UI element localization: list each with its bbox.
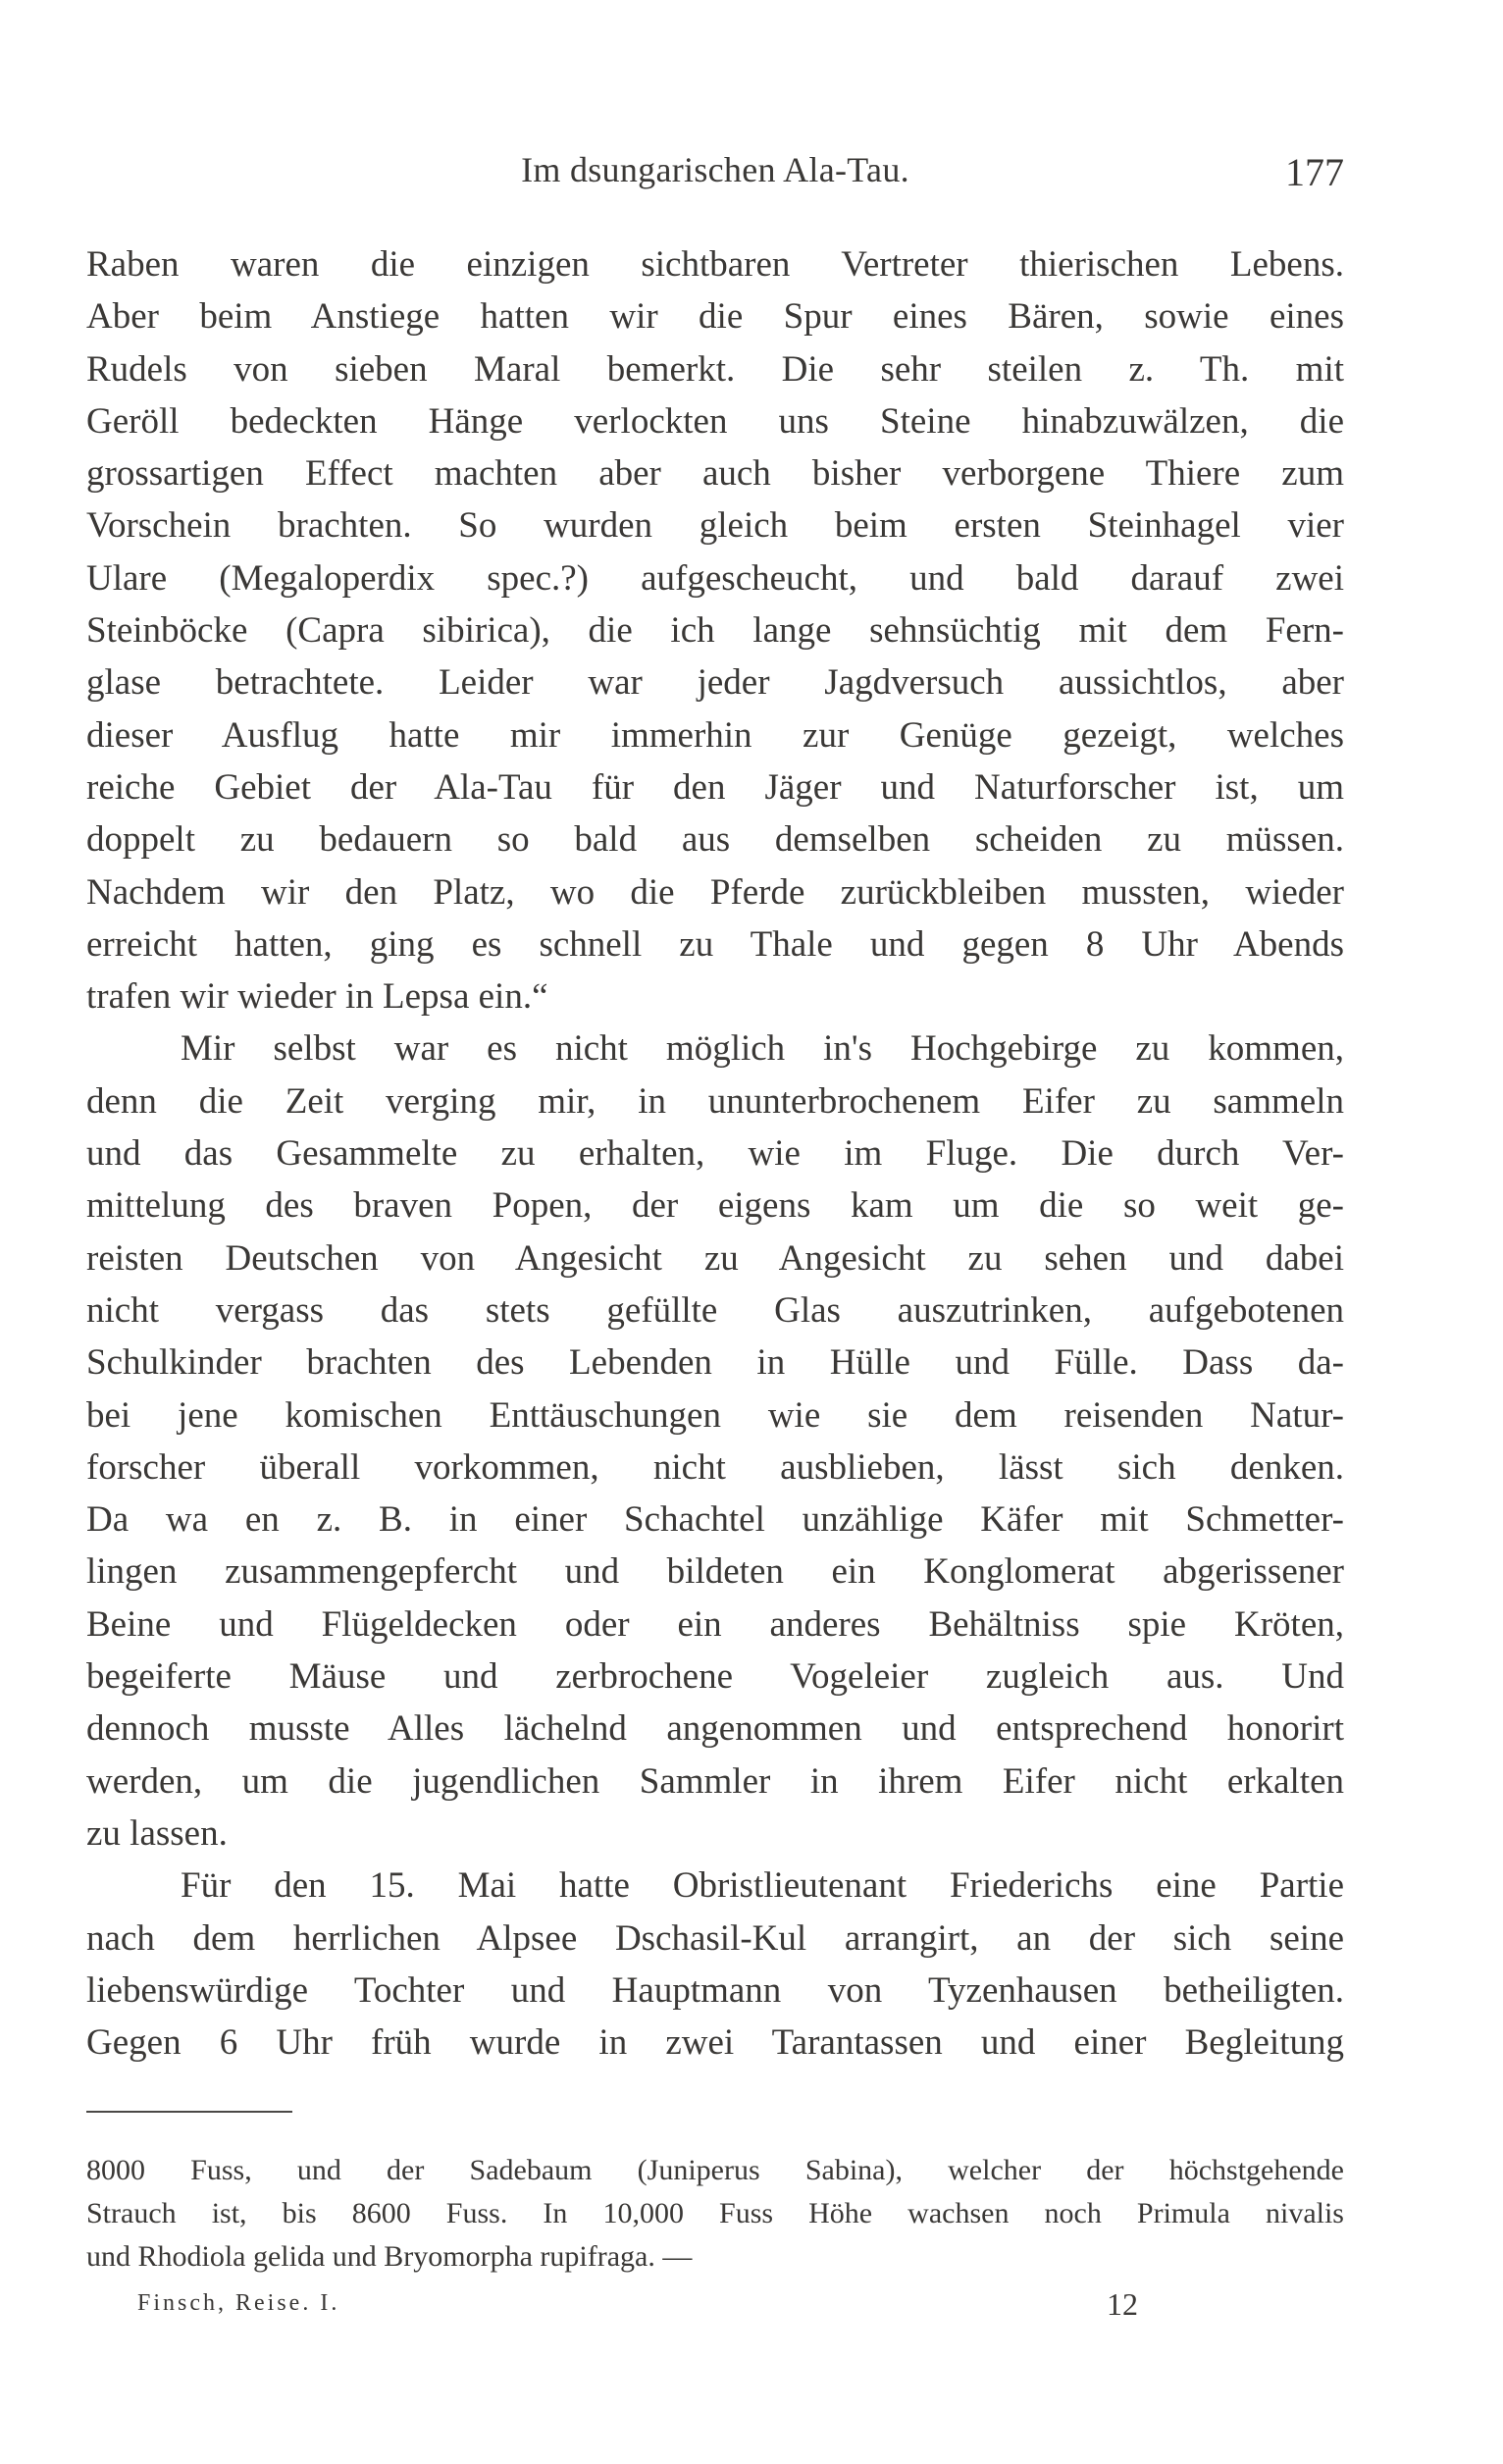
text-line: Schulkinder brachten des Lebenden in Hülle und Fülle. Dass da- — [86, 1342, 1344, 1384]
text-line: werden, um die jugendlichen Sammler in ihrem Eifer nicht erkalten — [86, 1760, 1344, 1802]
text-line: lingen zusammengepfercht und bildeten ein Konglomerat abgerissener — [86, 1551, 1344, 1593]
text-line: Rudels von sieben Maral bemerkt. Die sehr steilen z. Th. mit — [86, 348, 1344, 390]
text-line-paragraph-start: Für den 15. Mai hatte Obristlieutenant Friederichs eine Partie — [181, 1865, 1344, 1907]
text-line: Steinböcke (Capra sibirica), die ich lange sehnsüchtig mit dem Fern- — [86, 610, 1344, 652]
running-title: Im dsungarischen Ala-Tau. — [521, 150, 909, 189]
footnote-line: und Rhodiola gelida und Bryomorpha rupifraga. — — [86, 2240, 693, 2273]
text-line: forscher überall vorkommen, nicht ausblieben, lässt sich denken. — [86, 1446, 1344, 1488]
text-line: denn die Zeit verging mir, in ununterbrochenem Eifer zu sammeln — [86, 1080, 1344, 1122]
body-text — [86, 238, 1344, 2069]
text-line: Gegen 6 Uhr früh wurde in zwei Tarantassen und einer Begleitung — [86, 2022, 1344, 2064]
text-line: trafen wir wieder in Lepsa ein.“ — [86, 976, 548, 1018]
text-line: begeiferte Mäuse und zerbrochene Vogeleier zugleich aus. Und — [86, 1656, 1344, 1698]
footnote-line: Strauch ist, bis 8600 Fuss. In 10,000 Fuss Höhe wachsen noch Primula nivalis — [86, 2197, 1344, 2229]
text-line: glase betrachtete. Leider war jeder Jagdversuch aussichtlos, aber — [86, 662, 1344, 704]
text-line: Vorschein brachten. So wurden gleich beim ersten Steinhagel vier — [86, 505, 1344, 547]
sheet-number: 12 — [1107, 2286, 1138, 2322]
text-line: dennoch musste Alles lächelnd angenommen und entsprechend honorirt — [86, 1708, 1344, 1750]
text-line: doppelt zu bedauern so bald aus demselben scheiden zu müssen. — [86, 819, 1344, 861]
printer-signature: Finsch, Reise. I. — [137, 2290, 340, 2316]
footnote-divider — [86, 2111, 292, 2113]
text-line: mittelung des braven Popen, der eigens kam um die so weit ge- — [86, 1185, 1344, 1227]
text-line: liebenswürdige Tochter und Hauptmann von Tyzenhausen betheiligten. — [86, 1969, 1344, 2011]
text-line: Geröll bedeckten Hänge verlockten uns Steine hinabzuwälzen, die — [86, 400, 1344, 442]
text-line: bei jene komischen Enttäuschungen wie sie dem reisenden Natur- — [86, 1394, 1344, 1436]
footnote-line: 8000 Fuss, und der Sadebaum (Juniperus Sabina), welcher der höchstgehende — [86, 2154, 1344, 2186]
text-line: nach dem herrlichen Alpsee Dschasil-Kul arrangirt, an der sich seine — [86, 1917, 1344, 1959]
text-line: reisten Deutschen von Angesicht zu Angesicht zu sehen und dabei — [86, 1237, 1344, 1279]
text-line: grossartigen Effect machten aber auch bisher verborgene Thiere zum — [86, 453, 1344, 495]
text-line: erreicht hatten, ging es schnell zu Thale und gegen 8 Uhr Abends — [86, 923, 1344, 965]
footnote — [86, 2149, 1344, 2279]
text-line-paragraph-start: Mir selbst war es nicht möglich in's Hochgebirge zu kommen, — [181, 1028, 1344, 1070]
text-line: Beine und Flügeldecken oder ein anderes Behältniss spie Kröten, — [86, 1603, 1344, 1645]
text-line: Aber beim Anstiege hatten wir die Spur eines Bären, sowie eines — [86, 296, 1344, 338]
text-line: und das Gesammelte zu erhalten, wie im Fluge. Die durch Ver- — [86, 1133, 1344, 1175]
text-line: zu lassen. — [86, 1812, 228, 1854]
text-line: Da wa en z. B. in einer Schachtel unzählige Käfer mit Schmetter- — [86, 1499, 1344, 1541]
text-line: Nachdem wir den Platz, wo die Pferde zurückbleiben mussten, wieder — [86, 871, 1344, 913]
page-number: 177 — [1285, 150, 1344, 194]
text-line: nicht vergass das stets gefüllte Glas auszutrinken, aufgebotenen — [86, 1289, 1344, 1331]
text-line: reiche Gebiet der Ala-Tau für den Jäger und Naturforscher ist, um — [86, 766, 1344, 808]
text-line: dieser Ausflug hatte mir immerhin zur Genüge gezeigt, welches — [86, 714, 1344, 756]
text-line: Raben waren die einzigen sichtbaren Vertreter thierischen Lebens. — [86, 244, 1344, 285]
running-head — [86, 149, 1344, 198]
text-line: Ulare (Megaloperdix spec.?) aufgescheucht, und bald darauf zwei — [86, 557, 1344, 599]
